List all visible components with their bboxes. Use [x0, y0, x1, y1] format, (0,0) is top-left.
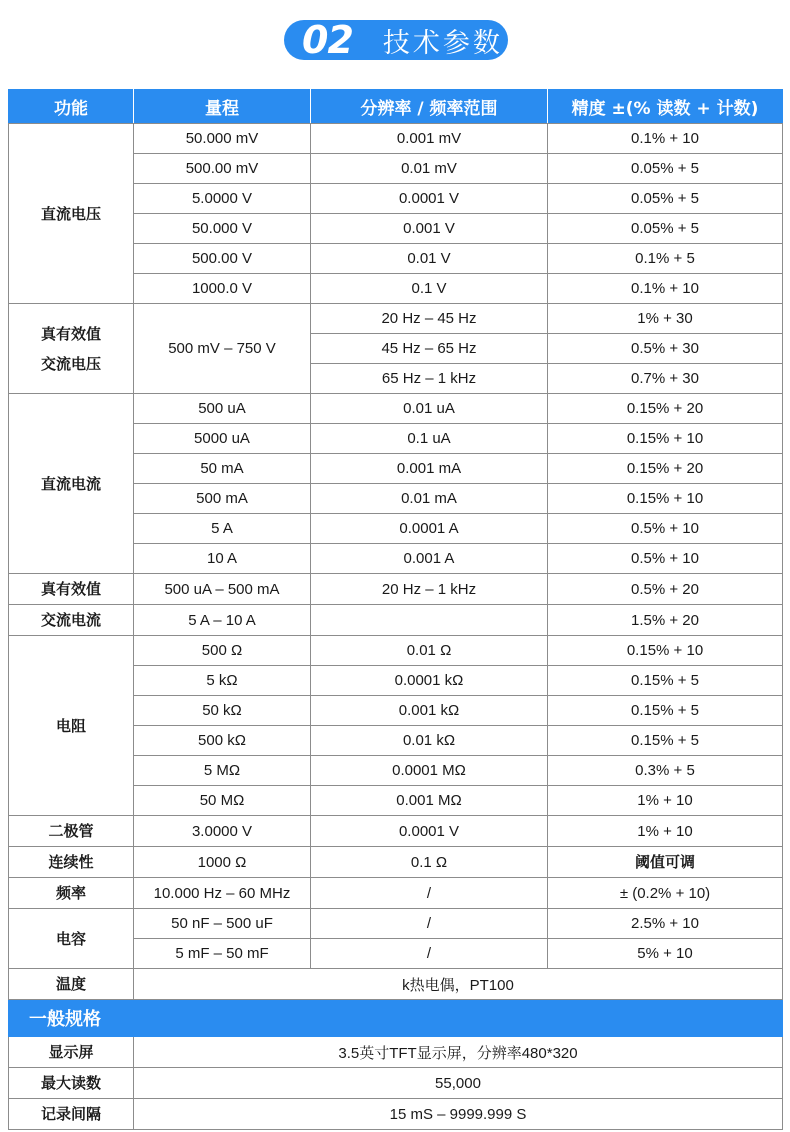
resolution-cell: 0.001 mA: [311, 454, 548, 484]
resolution-cell: /: [311, 878, 548, 909]
accuracy-cell: 1% + 10: [548, 816, 783, 847]
accuracy-cell: 0.05% + 5: [548, 184, 783, 214]
range-cell: 500 mV – 750 V: [134, 304, 311, 394]
col-header-accuracy: 精度 ±(% 读数 + 计数): [548, 90, 783, 124]
func-capacitance: 电容: [9, 909, 134, 969]
section-header-row: [9, 1000, 783, 1037]
frequency-cell-empty: [311, 605, 548, 636]
spec-value: 3.5英寸TFT显示屏，分辨率480*320: [134, 1037, 783, 1068]
accuracy-cell: 0.15% + 10: [548, 484, 783, 514]
table-row: [9, 1099, 783, 1130]
resolution-cell: 0.0001 MΩ: [311, 756, 548, 786]
table-row: [9, 909, 783, 939]
func-continuity: 连续性: [9, 847, 134, 878]
section-title-badge: [284, 20, 508, 60]
accuracy-cell: 0.1% + 10: [548, 274, 783, 304]
table-header-row: [9, 90, 783, 124]
range-cell: 5000 uA: [134, 424, 311, 454]
range-cell: 5 A: [134, 514, 311, 544]
table-row: [9, 304, 783, 334]
table-row: [9, 847, 783, 878]
resolution-cell: 0.01 mV: [311, 154, 548, 184]
table-row: [9, 1037, 783, 1068]
range-cell: 50.000 mV: [134, 124, 311, 154]
func-dc-voltage: 直流电压: [9, 124, 134, 304]
func-ac-current-line2: 交流电流: [9, 605, 134, 636]
col-header-function: 功能: [9, 90, 134, 124]
accuracy-cell: 阈值可调: [548, 847, 783, 878]
resolution-cell: 0.01 mA: [311, 484, 548, 514]
frequency-cell: 20 Hz – 45 Hz: [311, 304, 548, 334]
resolution-cell: 0.0001 V: [311, 184, 548, 214]
func-diode: 二极管: [9, 816, 134, 847]
func-dc-current: 直流电流: [9, 394, 134, 574]
range-cell: 500 mA: [134, 484, 311, 514]
accuracy-cell: 1% + 30: [548, 304, 783, 334]
resolution-cell: /: [311, 939, 548, 969]
resolution-cell: 0.001 V: [311, 214, 548, 244]
section-title: 技术参数: [382, 27, 503, 59]
spec-value: 55,000: [134, 1068, 783, 1099]
func-temperature: 温度: [9, 969, 134, 1000]
func-line: 交流电压: [40, 354, 101, 373]
spec-table: [8, 89, 783, 1130]
resolution-cell: 0.01 kΩ: [311, 726, 548, 756]
func-line: 真有效值: [40, 324, 101, 343]
range-cell: 5 MΩ: [134, 756, 311, 786]
accuracy-cell: 1% + 10: [548, 786, 783, 816]
accuracy-cell: 0.05% + 5: [548, 154, 783, 184]
section-number: 02: [302, 18, 353, 62]
accuracy-cell: 0.15% + 5: [548, 726, 783, 756]
range-cell: 50 MΩ: [134, 786, 311, 816]
accuracy-cell: 0.15% + 20: [548, 454, 783, 484]
range-cell: 50 nF – 500 uF: [134, 909, 311, 939]
frequency-cell: 65 Hz – 1 kHz: [311, 364, 548, 394]
resolution-cell: /: [311, 909, 548, 939]
func-frequency: 频率: [9, 878, 134, 909]
range-cell: 500.00 V: [134, 244, 311, 274]
table-row: [9, 878, 783, 909]
resolution-cell: 0.01 uA: [311, 394, 548, 424]
accuracy-cell: 1.5% + 20: [548, 605, 783, 636]
range-cell: 50.000 V: [134, 214, 311, 244]
resolution-cell: 0.001 kΩ: [311, 696, 548, 726]
resolution-cell: 0.0001 kΩ: [311, 666, 548, 696]
col-header-range: 量程: [134, 90, 311, 124]
resolution-cell: 0.0001 V: [311, 816, 548, 847]
resolution-cell: 0.01 Ω: [311, 636, 548, 666]
range-cell: 500 kΩ: [134, 726, 311, 756]
range-cell: 3.0000 V: [134, 816, 311, 847]
general-spec-title: 一般规格: [9, 1000, 783, 1037]
table-row: [9, 969, 783, 1000]
accuracy-cell: 0.5% + 30: [548, 334, 783, 364]
table-row: [9, 124, 783, 154]
accuracy-cell: 0.7% + 30: [548, 364, 783, 394]
accuracy-cell: 0.5% + 10: [548, 514, 783, 544]
range-cell: 10.000 Hz – 60 MHz: [134, 878, 311, 909]
resolution-cell: 0.1 V: [311, 274, 548, 304]
resolution-cell: 0.0001 A: [311, 514, 548, 544]
accuracy-cell: 0.05% + 5: [548, 214, 783, 244]
table-row: [9, 636, 783, 666]
accuracy-cell: 0.15% + 20: [548, 394, 783, 424]
range-cell: 5 kΩ: [134, 666, 311, 696]
spec-value: 15 mS – 9999.999 S: [134, 1099, 783, 1130]
range-cell: 5.0000 V: [134, 184, 311, 214]
accuracy-cell: 0.5% + 20: [548, 574, 783, 605]
resolution-cell: 0.1 uA: [311, 424, 548, 454]
col-header-resolution: 分辨率 / 频率范围: [311, 90, 548, 124]
func-resistance: 电阻: [9, 636, 134, 816]
accuracy-cell: 0.15% + 10: [548, 636, 783, 666]
range-cell: 1000.0 V: [134, 274, 311, 304]
resolution-cell: 0.001 A: [311, 544, 548, 574]
table-row: [9, 605, 783, 636]
resolution-cell: 0.01 V: [311, 244, 548, 274]
range-cell: 50 mA: [134, 454, 311, 484]
temperature-value: k热电偶，PT100: [134, 969, 783, 1000]
resolution-cell: 0.001 mV: [311, 124, 548, 154]
range-cell: 500 uA – 500 mA: [134, 574, 311, 605]
accuracy-cell: 2.5% + 10: [548, 909, 783, 939]
accuracy-cell: 0.15% + 5: [548, 666, 783, 696]
frequency-cell: 45 Hz – 65 Hz: [311, 334, 548, 364]
func-ac-voltage: [9, 304, 134, 394]
table-row: [9, 574, 783, 605]
accuracy-cell: 0.1% + 10: [548, 124, 783, 154]
spec-label: 显示屏: [9, 1037, 134, 1068]
table-row: [9, 816, 783, 847]
range-cell: 50 kΩ: [134, 696, 311, 726]
resolution-cell: 0.1 Ω: [311, 847, 548, 878]
range-cell: 500.00 mV: [134, 154, 311, 184]
accuracy-cell: 0.3% + 5: [548, 756, 783, 786]
accuracy-cell: 5% + 10: [548, 939, 783, 969]
range-cell: 500 uA: [134, 394, 311, 424]
range-cell: 500 Ω: [134, 636, 311, 666]
accuracy-cell: 0.15% + 10: [548, 424, 783, 454]
table-row: [9, 394, 783, 424]
func-ac-current-line1: 真有效值: [9, 574, 134, 605]
frequency-cell: 20 Hz – 1 kHz: [311, 574, 548, 605]
accuracy-cell: 0.1% + 5: [548, 244, 783, 274]
spec-label: 记录间隔: [9, 1099, 134, 1130]
range-cell: 5 mF – 50 mF: [134, 939, 311, 969]
spec-label: 最大读数: [9, 1068, 134, 1099]
range-cell: 5 A – 10 A: [134, 605, 311, 636]
range-cell: 1000 Ω: [134, 847, 311, 878]
table-row: [9, 1068, 783, 1099]
accuracy-cell: ± (0.2% + 10): [548, 878, 783, 909]
accuracy-cell: 0.15% + 5: [548, 696, 783, 726]
accuracy-cell: 0.5% + 10: [548, 544, 783, 574]
resolution-cell: 0.001 MΩ: [311, 786, 548, 816]
range-cell: 10 A: [134, 544, 311, 574]
